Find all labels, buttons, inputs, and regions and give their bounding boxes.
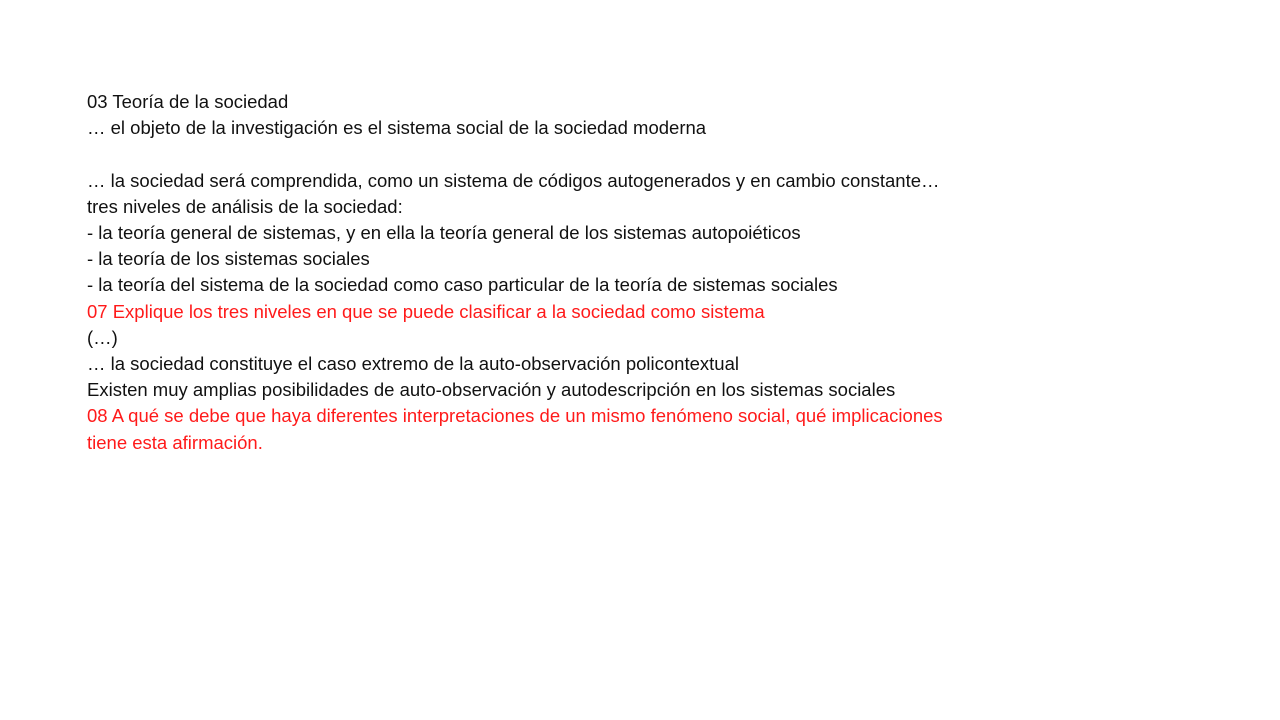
question-line: 07 Explique los tres niveles en que se puede clasificar a la sociedad como sistema xyxy=(87,300,765,322)
list-item: - la teoría del sistema de la sociedad como caso particular de la teoría de sistemas sociales xyxy=(87,274,838,296)
text-line: … el objeto de la investigación es el sistema social de la sociedad moderna xyxy=(87,117,707,139)
heading-line: 03 Teoría de la sociedad xyxy=(87,91,289,112)
list-item: - la teoría general de sistemas, y en ella la teoría general de los sistemas autopoiéticos xyxy=(87,222,801,243)
text-line: … la sociedad constituye el caso extremo de la auto-observación policontextual xyxy=(87,353,739,375)
text-line: … la sociedad será comprendida, como un sistema de códigos autogenerados y en cambio constante… xyxy=(87,169,940,191)
text-body xyxy=(87,89,1207,456)
text-line: (…) xyxy=(87,326,118,348)
list-item: - la teoría de los sistemas sociales xyxy=(87,248,370,270)
question-line: tiene esta afirmación. xyxy=(87,431,263,453)
question-line: 08 A qué se debe que haya diferentes interpretaciones de un mismo fenómeno social, qué implicaciones xyxy=(87,405,943,427)
blank-line xyxy=(87,141,1207,167)
text-line: Existen muy amplias posibilidades de auto-observación y autodescripción en los sistemas sociales xyxy=(87,379,896,401)
text-line: tres niveles de análisis de la sociedad: xyxy=(87,195,403,217)
